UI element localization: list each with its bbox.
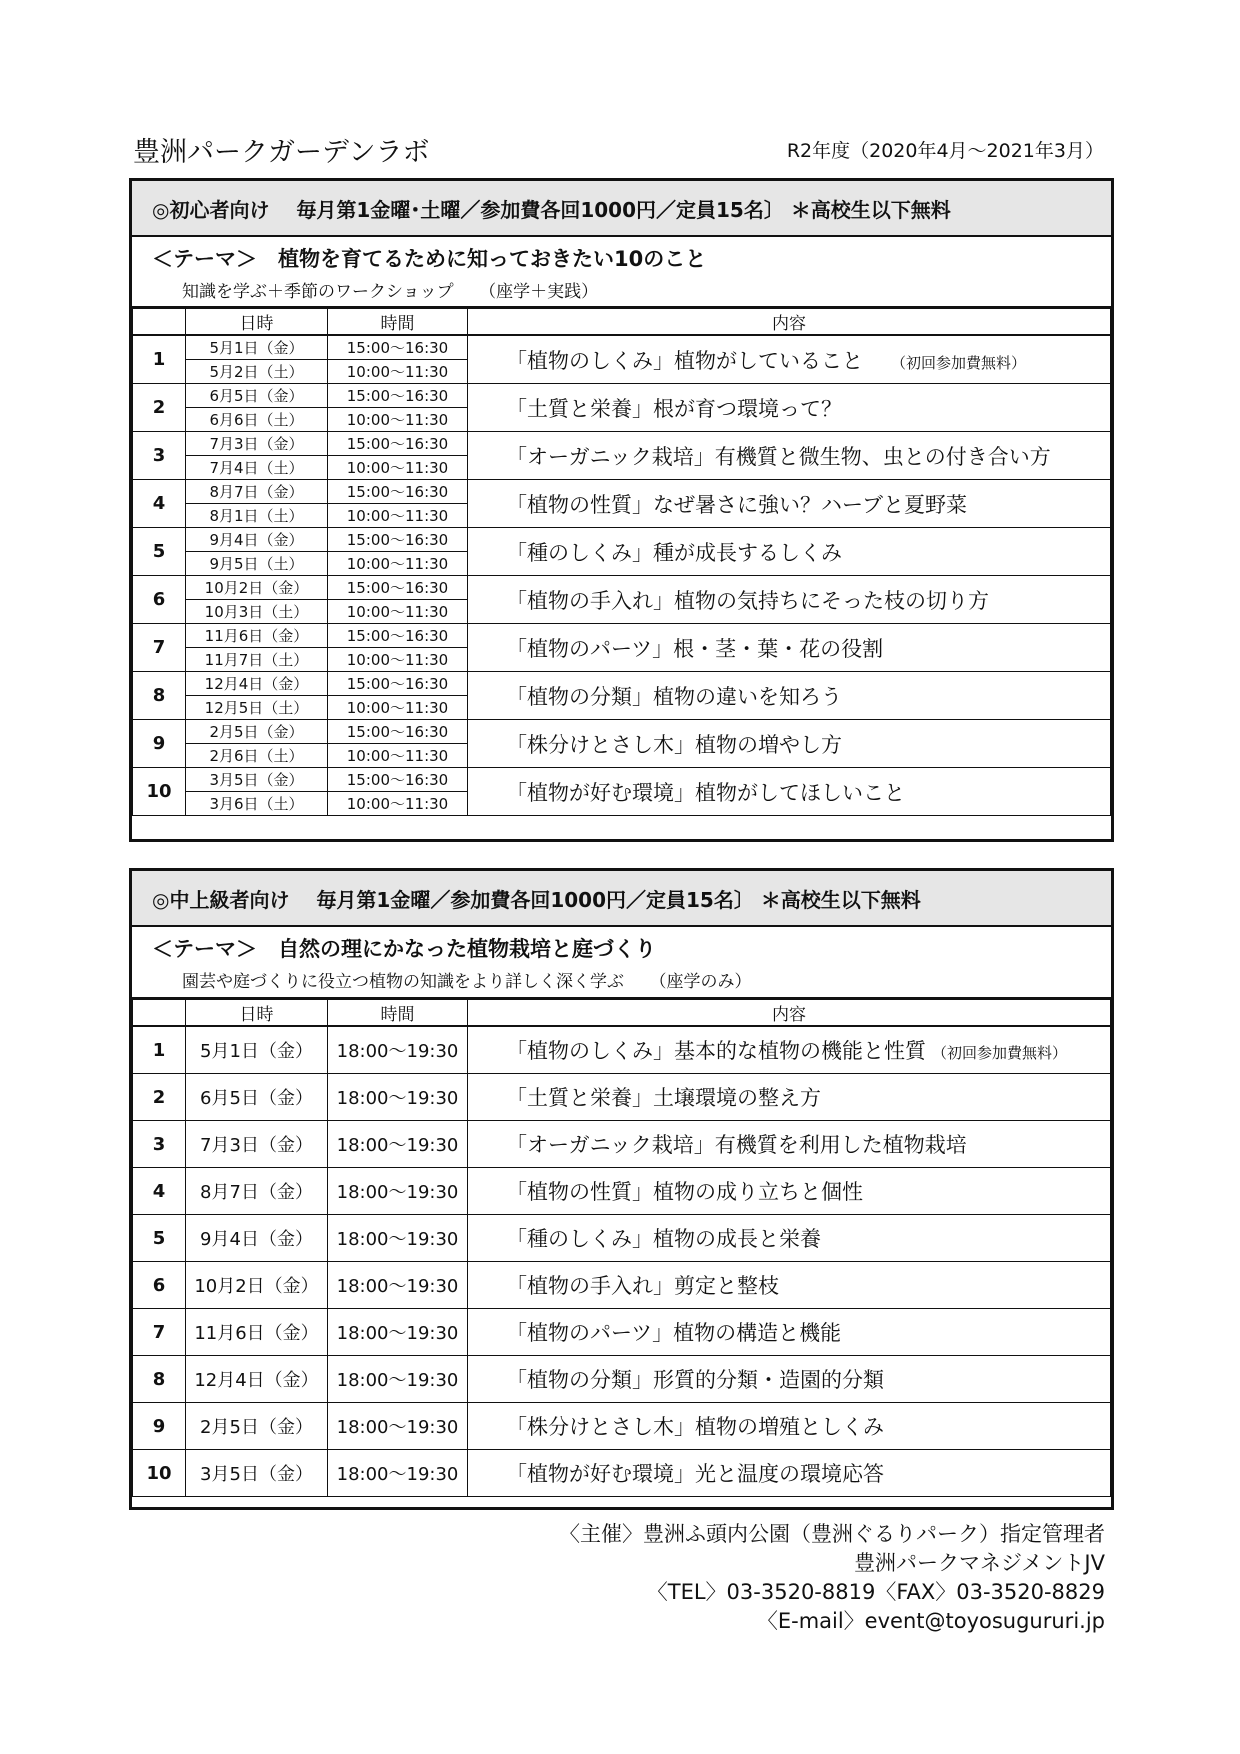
session-row bbox=[133, 1309, 1111, 1356]
session-content bbox=[468, 768, 1111, 816]
column-header-date: 日時 bbox=[186, 309, 328, 336]
session-time-saturday: 10:00～11:30 bbox=[328, 744, 468, 768]
session-number: 4 bbox=[133, 480, 186, 528]
session-content bbox=[468, 576, 1111, 624]
session-date: 7月3日（金） bbox=[186, 1121, 328, 1168]
session-time-friday: 15:00～16:30 bbox=[328, 432, 468, 456]
session-number: 6 bbox=[133, 576, 186, 624]
session-time: 18:00～19:30 bbox=[328, 1215, 468, 1262]
session-date-friday: 7月3日（金） bbox=[186, 432, 328, 456]
beginner-header: ◎初心者向け 毎月第1金曜･土曜／参加費各回1000円／定員15名〕 ＊高校生以下無料 bbox=[132, 181, 1111, 237]
session-date: 9月4日（金） bbox=[186, 1215, 328, 1262]
session-topic: 「種のしくみ」植物の成長と栄養 bbox=[506, 1227, 821, 1251]
session-row bbox=[133, 624, 1111, 648]
session-number: 2 bbox=[133, 1074, 186, 1121]
advanced-schedule-table bbox=[132, 999, 1111, 1497]
session-content bbox=[468, 528, 1111, 576]
session-date-friday: 6月5日（金） bbox=[186, 384, 328, 408]
session-number: 10 bbox=[133, 1450, 186, 1497]
beginner-theme-subtitle: 知識を学ぶ＋季節のワークショップ （座学＋実践） bbox=[182, 282, 599, 302]
session-time-saturday: 10:00～11:30 bbox=[328, 696, 468, 720]
session-time-friday: 15:00～16:30 bbox=[328, 480, 468, 504]
session-number: 8 bbox=[133, 672, 186, 720]
session-date: 11月6日（金） bbox=[186, 1309, 328, 1356]
session-row bbox=[133, 1356, 1111, 1403]
session-content bbox=[468, 480, 1111, 528]
session-number: 2 bbox=[133, 384, 186, 432]
session-number: 6 bbox=[133, 1262, 186, 1309]
session-time: 18:00～19:30 bbox=[328, 1403, 468, 1450]
column-header-content: 内容 bbox=[468, 1000, 1111, 1027]
session-row bbox=[133, 1215, 1111, 1262]
session-content bbox=[468, 1356, 1111, 1403]
session-row bbox=[133, 1262, 1111, 1309]
column-header-number bbox=[133, 1000, 186, 1027]
session-topic: 「株分けとさし木」植物の増やし方 bbox=[506, 732, 842, 757]
session-date-friday: 8月7日（金） bbox=[186, 480, 328, 504]
footer-manager: 豊洲パークマネジメントJV bbox=[854, 1551, 1105, 1575]
session-topic: 「植物の分類」植物の違いを知ろう bbox=[506, 684, 842, 709]
footer-phone-fax: 〈TEL〉03-3520-8819〈FAX〉03-3520-8829 bbox=[646, 1580, 1105, 1604]
column-header-content: 内容 bbox=[468, 309, 1111, 336]
column-header-time: 時間 bbox=[328, 1000, 468, 1027]
session-row bbox=[133, 432, 1111, 456]
session-time-saturday: 10:00～11:30 bbox=[328, 456, 468, 480]
session-topic: 「植物の分類」形質的分類・造園的分類 bbox=[506, 1368, 884, 1392]
session-row bbox=[133, 672, 1111, 696]
session-time: 18:00～19:30 bbox=[328, 1450, 468, 1497]
session-time-saturday: 10:00～11:30 bbox=[328, 504, 468, 528]
session-number: 5 bbox=[133, 1215, 186, 1262]
session-content bbox=[468, 624, 1111, 672]
session-date-friday: 12月4日（金） bbox=[186, 672, 328, 696]
session-content bbox=[468, 1215, 1111, 1262]
footer-email: 〈E-mail〉event@toyosugururi.jp bbox=[756, 1609, 1105, 1633]
session-row bbox=[133, 1403, 1111, 1450]
session-content bbox=[468, 1168, 1111, 1215]
session-time-friday: 15:00～16:30 bbox=[328, 768, 468, 792]
session-content bbox=[468, 1309, 1111, 1356]
session-time: 18:00～19:30 bbox=[328, 1262, 468, 1309]
session-time-friday: 15:00～16:30 bbox=[328, 624, 468, 648]
session-number: 9 bbox=[133, 720, 186, 768]
session-topic: 「植物のパーツ」根・茎・葉・花の役割 bbox=[506, 636, 884, 661]
column-header-time: 時間 bbox=[328, 309, 468, 336]
session-time-saturday: 10:00～11:30 bbox=[328, 792, 468, 816]
session-time-saturday: 10:00～11:30 bbox=[328, 600, 468, 624]
session-number: 7 bbox=[133, 1309, 186, 1356]
session-date-saturday: 5月2日（土） bbox=[186, 360, 328, 384]
session-time-friday: 15:00～16:30 bbox=[328, 528, 468, 552]
session-topic: 「土質と栄養」根が育つ環境って？ bbox=[506, 396, 842, 421]
session-time-friday: 15:00～16:30 bbox=[328, 672, 468, 696]
session-row bbox=[133, 1121, 1111, 1168]
session-content bbox=[468, 432, 1111, 480]
session-time-saturday: 10:00～11:30 bbox=[328, 552, 468, 576]
session-content bbox=[468, 1026, 1111, 1074]
session-date: 12月4日（金） bbox=[186, 1356, 328, 1403]
organizer-footer bbox=[559, 1520, 1105, 1636]
session-row bbox=[133, 384, 1111, 408]
advanced-theme-title: ＜テーマ＞ 自然の理にかなった植物栽培と庭づくり bbox=[152, 937, 656, 961]
session-row bbox=[133, 720, 1111, 744]
footer-organizer: 〈主催〉豊洲ふ頭内公園（豊洲ぐるりパーク）指定管理者 bbox=[559, 1522, 1105, 1546]
session-date-friday: 3月5日（金） bbox=[186, 768, 328, 792]
session-content bbox=[468, 1074, 1111, 1121]
first-session-free-note: （初回参加費無料） bbox=[891, 353, 1027, 372]
session-topic: 「株分けとさし木」植物の増殖としくみ bbox=[506, 1415, 884, 1439]
session-number: 10 bbox=[133, 768, 186, 816]
session-row bbox=[133, 768, 1111, 792]
session-topic: 「植物の手入れ」植物の気持ちにそった枝の切り方 bbox=[506, 588, 989, 613]
beginner-theme bbox=[132, 237, 1111, 308]
session-row bbox=[133, 1026, 1111, 1074]
session-content bbox=[468, 1403, 1111, 1450]
session-time: 18:00～19:30 bbox=[328, 1074, 468, 1121]
session-row bbox=[133, 528, 1111, 552]
session-time: 18:00～19:30 bbox=[328, 1168, 468, 1215]
session-date: 10月2日（金） bbox=[186, 1262, 328, 1309]
session-topic: 「植物のしくみ」植物がしていること bbox=[506, 348, 863, 373]
session-date-friday: 9月4日（金） bbox=[186, 528, 328, 552]
session-topic: 「オーガニック栽培」有機質と微生物、虫との付き合い方 bbox=[506, 444, 1051, 469]
session-date-saturday: 12月5日（土） bbox=[186, 696, 328, 720]
advanced-theme-subtitle: 園芸や庭づくりに役立つ植物の知識をより詳しく深く学ぶ （座学のみ） bbox=[182, 972, 752, 992]
session-date: 8月7日（金） bbox=[186, 1168, 328, 1215]
session-date: 6月5日（金） bbox=[186, 1074, 328, 1121]
session-content bbox=[468, 384, 1111, 432]
session-time: 18:00～19:30 bbox=[328, 1309, 468, 1356]
fiscal-year: R2年度（2020年4月～2021年3月） bbox=[786, 140, 1104, 162]
page-title: 豊洲パークガーデンラボ bbox=[133, 137, 430, 168]
session-date-saturday: 9月5日（土） bbox=[186, 552, 328, 576]
session-time-friday: 15:00～16:30 bbox=[328, 335, 468, 360]
session-row bbox=[133, 1450, 1111, 1497]
session-topic: 「オーガニック栽培」有機質を利用した植物栽培 bbox=[506, 1133, 967, 1157]
session-topic: 「植物のしくみ」基本的な植物の機能と性質 bbox=[506, 1039, 926, 1063]
session-date-saturday: 6月6日（土） bbox=[186, 408, 328, 432]
session-date-saturday: 8月1日（土） bbox=[186, 504, 328, 528]
session-topic: 「土質と栄養」土壌環境の整え方 bbox=[506, 1086, 821, 1110]
session-content bbox=[468, 1121, 1111, 1168]
session-number: 9 bbox=[133, 1403, 186, 1450]
session-time: 18:00～19:30 bbox=[328, 1121, 468, 1168]
session-date: 2月5日（金） bbox=[186, 1403, 328, 1450]
session-topic: 「種のしくみ」種が成長するしくみ bbox=[506, 540, 842, 565]
session-row bbox=[133, 480, 1111, 504]
session-topic: 「植物が好む環境」光と温度の環境応答 bbox=[506, 1462, 884, 1486]
advanced-section bbox=[129, 868, 1114, 1510]
session-row bbox=[133, 1168, 1111, 1215]
session-row bbox=[133, 1074, 1111, 1121]
beginner-section bbox=[129, 178, 1114, 842]
column-header-number bbox=[133, 309, 186, 336]
session-number: 7 bbox=[133, 624, 186, 672]
session-date-saturday: 2月6日（土） bbox=[186, 744, 328, 768]
session-date-friday: 11月6日（金） bbox=[186, 624, 328, 648]
session-date-saturday: 3月6日（土） bbox=[186, 792, 328, 816]
session-number: 3 bbox=[133, 432, 186, 480]
session-number: 1 bbox=[133, 335, 186, 384]
session-date-saturday: 10月3日（土） bbox=[186, 600, 328, 624]
session-date-friday: 10月2日（金） bbox=[186, 576, 328, 600]
session-time-saturday: 10:00～11:30 bbox=[328, 648, 468, 672]
session-time-friday: 15:00～16:30 bbox=[328, 384, 468, 408]
session-topic: 「植物の手入れ」剪定と整枝 bbox=[506, 1274, 779, 1298]
session-time: 18:00～19:30 bbox=[328, 1026, 468, 1074]
session-time: 18:00～19:30 bbox=[328, 1356, 468, 1403]
session-date-saturday: 11月7日（土） bbox=[186, 648, 328, 672]
session-time-friday: 15:00～16:30 bbox=[328, 720, 468, 744]
first-session-free-note: （初回参加費無料） bbox=[932, 1044, 1068, 1062]
session-time-friday: 15:00～16:30 bbox=[328, 576, 468, 600]
session-content bbox=[468, 1262, 1111, 1309]
session-time-saturday: 10:00～11:30 bbox=[328, 408, 468, 432]
session-topic: 「植物の性質」なぜ暑さに強い？ハーブと夏野菜 bbox=[506, 492, 967, 517]
session-time-saturday: 10:00～11:30 bbox=[328, 360, 468, 384]
session-date: 5月1日（金） bbox=[186, 1026, 328, 1074]
beginner-schedule-table bbox=[132, 308, 1111, 816]
session-number: 5 bbox=[133, 528, 186, 576]
session-number: 8 bbox=[133, 1356, 186, 1403]
session-topic: 「植物が好む環境」植物がしてほしいこと bbox=[506, 780, 905, 805]
session-row bbox=[133, 335, 1111, 360]
session-date: 3月5日（金） bbox=[186, 1450, 328, 1497]
session-topic: 「植物のパーツ」植物の構造と機能 bbox=[506, 1321, 842, 1345]
session-number: 1 bbox=[133, 1026, 186, 1074]
session-content bbox=[468, 1450, 1111, 1497]
session-content bbox=[468, 720, 1111, 768]
advanced-theme bbox=[132, 927, 1111, 999]
session-content bbox=[468, 672, 1111, 720]
session-date-friday: 5月1日（金） bbox=[186, 335, 328, 360]
session-topic: 「植物の性質」植物の成り立ちと個性 bbox=[506, 1180, 863, 1204]
column-header-date: 日時 bbox=[186, 1000, 328, 1027]
session-date-friday: 2月5日（金） bbox=[186, 720, 328, 744]
session-number: 4 bbox=[133, 1168, 186, 1215]
session-date-saturday: 7月4日（土） bbox=[186, 456, 328, 480]
session-content bbox=[468, 335, 1111, 384]
session-row bbox=[133, 576, 1111, 600]
advanced-header: ◎中上級者向け 毎月第1金曜／参加費各回1000円／定員15名〕 ＊高校生以下無料 bbox=[132, 871, 1111, 927]
session-number: 3 bbox=[133, 1121, 186, 1168]
beginner-theme-title: ＜テーマ＞ 植物を育てるために知っておきたい10のこと bbox=[152, 247, 707, 271]
